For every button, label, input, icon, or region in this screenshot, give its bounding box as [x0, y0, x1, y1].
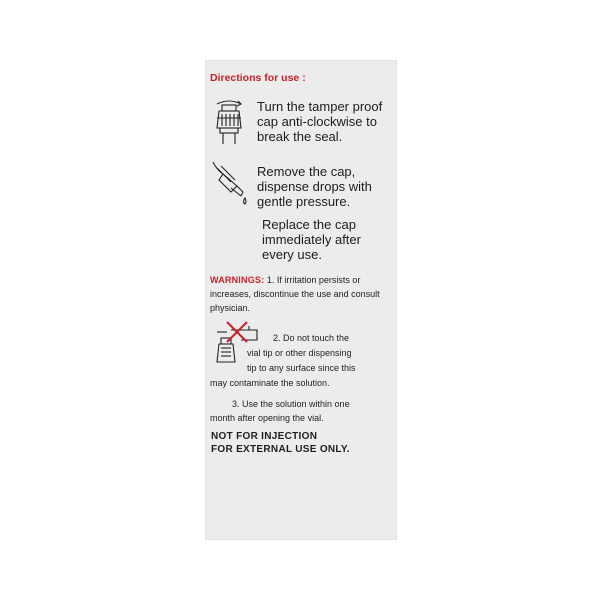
warnings-item-2-line-3: tip to any surface since this: [247, 363, 356, 373]
dropper-bottle-icon: [209, 160, 251, 206]
warnings-label: WARNINGS:: [210, 275, 265, 285]
final-notice-line-1: NOT FOR INJECTION: [211, 431, 318, 442]
warnings-item-1: [210, 273, 394, 315]
step-2-text: Remove the cap, dispense drops with gentle pressure.: [257, 164, 372, 209]
directions-heading: Directions for use :: [210, 72, 306, 84]
warnings-item-3: [210, 397, 394, 425]
step-3-text: Replace the cap immediately after every use.: [262, 217, 361, 262]
warnings-item-3-line-1: 3. Use the solution within one: [232, 399, 350, 409]
warnings-item-3-line-2: month after opening the vial.: [210, 413, 324, 423]
warnings-item-2-line-1: 2. Do not touch the: [273, 333, 350, 343]
warnings-item-1-text: 1. If irritation persists or increases, discontinue the use and consult physician.: [210, 275, 380, 313]
tamper-cap-icon: [211, 98, 247, 146]
warnings-item-2-line-4: may contaminate the solution.: [210, 378, 330, 388]
step-1-text: Turn the tamper proof cap anti-clockwise to break the seal.: [257, 99, 383, 144]
final-notice-line-2: FOR EXTERNAL USE ONLY.: [211, 444, 350, 455]
instruction-label: [205, 60, 397, 540]
warnings-item-2-line-2: vial tip or other dispensing: [247, 348, 352, 358]
final-notice: [211, 430, 350, 456]
